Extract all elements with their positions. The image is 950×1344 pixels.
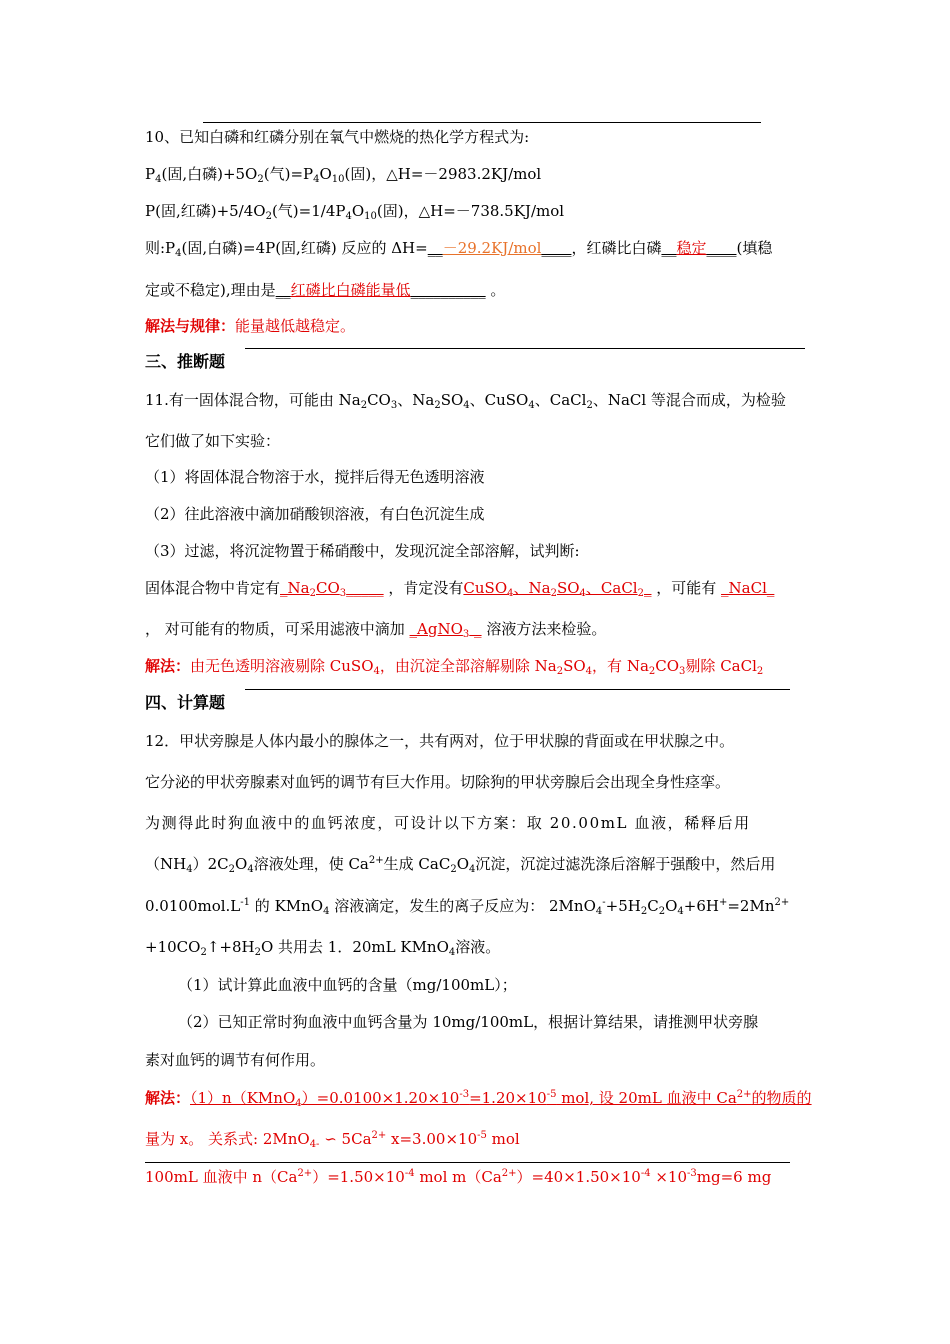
q10-question-a: 则$:P_4$(固,白磷)=4P(固,红磷) 反应的 ΔH=__－29.2KJ/mol____，红磷比白磷__稳定____(填稳: [145, 239, 773, 259]
q11-line-1: 11.有一固体混合物，可能由 $Na_2CO_3$、$Na_2SO_4$、CuSO$_4$、CaCl$_2$、NaCl 等混合而成，为检验: [145, 391, 786, 411]
q11-method: 解法：由无色透明溶液剔除 CuSO$_4$，由沉淀全部溶解剔除 $Na_2SO_4$，有 $Na_2CO_3$剔除 CaCl$_2$: [145, 657, 764, 677]
q11-step-3: （3）过滤，将沉淀物置于稀硝酸中，发现沉淀全部溶解，试判断:: [145, 542, 580, 560]
rule-sec3: [245, 348, 805, 349]
q11-conclusion-2: ， 对可能有的物质，可采用滤液中滴加 _AgNO$_3$ _ 溶液方法来检验。: [145, 620, 607, 640]
q12-solution-1: 解法：$(1)n(KMnO_4)=0.0100\times 1.20\times 10^{-3}=1.20\times 10^{-5}$ mol, 设 20mL 血液中 $Ca^{2+}$的物质的: [145, 1089, 812, 1109]
q10-equation-white: $P_4$(固,白磷)$+5O_2$(气)$=P_4O_{10}$(固)，△H=－2983.2KJ/mol: [145, 165, 542, 185]
q12-requirement-2: （2）已知正常时狗血液中血钙含量为 10mg/100mL，根据计算结果，请推测甲状旁腺: [178, 1013, 759, 1031]
q11-answer-absent: CuSO$_4$、$Na_2SO_4$、CaCl$_2$_: [463, 579, 652, 599]
q10-title: 10、已知白磷和红磷分别在氧气中燃烧的热化学方程式为:: [145, 128, 530, 146]
q11-line-2: 它们做了如下实验：: [145, 432, 281, 450]
q10-method: 解法与规律：能量越低越稳定。: [145, 317, 356, 335]
q10-answer-stability: 稳定: [676, 239, 707, 257]
q11-answer-possible: _NaCl_: [721, 579, 775, 597]
rule-solution: [145, 1162, 790, 1163]
q12-requirement-3: 素对血钙的调节有何作用。: [145, 1051, 326, 1069]
q12-para-5: $0.0100mol.L^{-1}$ 的 KMnO$_4$ 溶液滴定，发生的离子反应为： $2MnO_4^-+5H_2C_2O_4+6H^+=2Mn^{2+}$: [145, 897, 790, 917]
q11-answer-definite: $\_Na_2CO_3\_\_\_\_\_$: [280, 579, 384, 599]
q12-requirement-1: （1）试计算此血液中血钙的含量（mg/100mL）；: [178, 976, 517, 994]
section-heading-3: 三、推断题: [145, 352, 226, 371]
q11-conclusion-1: 固体混合物中肯定有$\_Na_2CO_3\_\_\_\_\_$ ，肯定没有CuSO$_4$、$Na_2SO_4$、CaCl$_2$_ ，可能有 _NaCl_: [145, 579, 775, 599]
q12-para-2: 它分泌的甲状旁腺素对血钙的调节有巨大作用。切除狗的甲状旁腺后会出现全身性痉挛。: [145, 773, 731, 791]
q10-question-b: 定或不稳定),理由是__红磷比白磷能量低__________ 。: [145, 281, 506, 299]
q11-step-2: （2）往此溶液中滴加硝酸钡溶液，有白色沉淀生成: [145, 505, 485, 523]
section-heading-4: 四、计算题: [145, 693, 226, 712]
q12-para-1: 12．甲状旁腺是人体内最小的腺体之一，共有两对，位于甲状腺的背面或在甲状腺之中。: [145, 732, 735, 750]
q12-para-3: 为测得此时狗血液中的血钙浓度，可设计以下方案：取 20.00mL 血液，稀释后用: [145, 814, 751, 832]
q12-solution-2: 量为 x。 关系式: 2MnO$_{4-}$ ∽ $5Ca^{2+}$ $x=3.00\times 10^{-5}$ mol: [145, 1130, 520, 1150]
q12-solution-3: 100mL 血液中 $n(Ca^{2+})=1.50\times 10^{-4}$ mol $m(Ca^{2+})=40\times 1.50\times 10^{-4} \times 10^{-3}mg=6$ mg: [145, 1168, 772, 1186]
q10-answer-deltaH: －29.2KJ/mol: [442, 239, 542, 257]
q12-para-4: $(NH_4)2C_2O_4$溶液处理，使 $Ca^{2+}$生成 $CaC_2O_4$沉淀，沉淀过滤洗涤后溶解于强酸中，然后用: [145, 855, 776, 875]
q11-step-1: （1）将固体混合物溶于水，搅拌后得无色透明溶液: [145, 468, 485, 486]
q12-para-6: $+10CO_2↑+8H_2O$ 共用去 1．20mL KMnO$_4$溶液。: [145, 938, 501, 958]
rule-sec4: [245, 689, 790, 690]
top-rule: [203, 122, 761, 123]
q10-equation-red: P(固,红磷)$+5/4O_2$(气)$=1/4P_4O_{10}$(固)，△H=－738.5KJ/mol: [145, 202, 565, 222]
q10-answer-reason: 红磷比白磷能量低: [290, 281, 411, 299]
q11-answer-reagent: _AgNO$_3$ _: [409, 620, 482, 640]
